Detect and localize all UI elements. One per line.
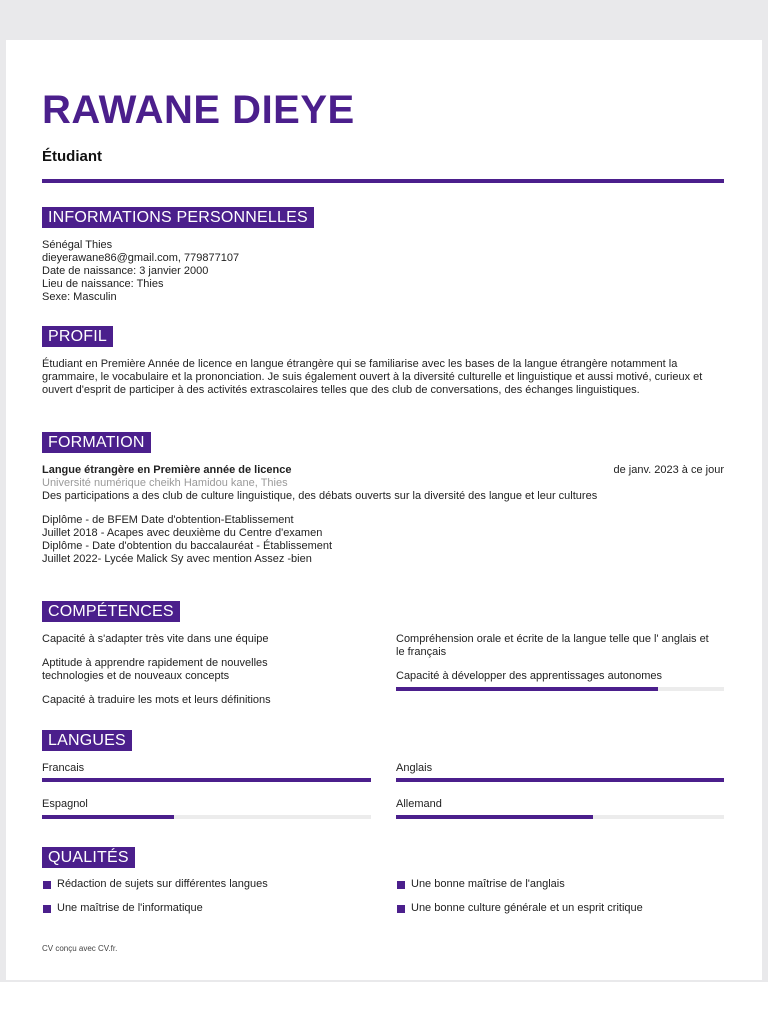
education-extra-line: Juillet 2018 - Acapes avec deuxième du Centre d'examen	[42, 527, 323, 539]
personal-birthdate: Date de naissance: 3 janvier 2000	[42, 265, 209, 277]
education-extra-line: Diplôme - Date d'obtention du baccalauréat - Établissement	[42, 540, 333, 552]
candidate-name: RAWANE DIEYE	[42, 88, 355, 132]
skill-level-fill	[396, 687, 658, 691]
language-name: Espagnol	[42, 798, 88, 810]
education-extra	[42, 514, 726, 566]
language-level-fill	[396, 815, 593, 819]
header-divider	[42, 179, 724, 183]
section-title-languages: LANGUES	[42, 730, 132, 751]
quality-item: Une bonne maîtrise de l'anglais	[411, 878, 565, 890]
language-level-bar	[396, 815, 724, 819]
skill-item: Capacité à développer des apprentissages autonomes	[396, 670, 663, 682]
personal-sex: Sexe: Masculin	[42, 291, 117, 303]
section-title-qualities: QUALITÉS	[42, 847, 135, 868]
language-name: Francais	[42, 762, 85, 774]
skill-level-bar	[396, 687, 724, 691]
personal-birthplace: Lieu de naissance: Thies	[42, 278, 164, 290]
language-name: Anglais	[396, 762, 433, 774]
profile-text: Étudiant en Première Année de licence en langue étrangère qui se familiarise avec les bases de la langue étrangère notamment la grammaire, le vocabulaire et la prononciation. Je suis également ouvert à la diversité culturelle et linguistique et aussi motivé, curieux et ouvert d'esprit de participer à des activités extrascolaires telles que des club de conversations, des échanges linguistiques.	[42, 358, 703, 396]
candidate-role: Étudiant	[42, 148, 102, 165]
education-degree: Langue étrangère en Première année de licence	[42, 464, 292, 476]
section-title-skills: COMPÉTENCES	[42, 601, 180, 622]
skill-item: Capacité à s'adapter très vite dans une équipe	[42, 633, 269, 645]
quality-item: Rédaction de sujets sur différentes langues	[57, 878, 268, 890]
skill-item: Aptitude à apprendre rapidement de nouvelles technologies et de nouveaux concepts	[42, 657, 268, 682]
language-level-bar	[42, 778, 371, 782]
education-date: de janv. 2023 à ce jour	[613, 464, 724, 476]
personal-location: Sénégal Thies	[42, 239, 113, 251]
language-level-fill	[42, 778, 371, 782]
skill-item: Capacité à traduire les mots et leurs définitions	[42, 694, 271, 706]
page-bottom-margin	[0, 982, 768, 1024]
skill-item: Compréhension orale et écrite de la langue telle que l' anglais et le français	[396, 633, 709, 658]
language-level-bar	[42, 815, 371, 819]
footer-credit: CV conçu avec CV.fr.	[42, 944, 118, 953]
section-title-personal: INFORMATIONS PERSONNELLES	[42, 207, 314, 228]
education-description: Des participations a des club de culture linguistique, des débats ouverts sur la diversité des langue et leur cultures	[42, 490, 598, 502]
bullet-square-icon	[43, 905, 51, 913]
personal-info	[42, 239, 726, 304]
language-level-fill	[42, 815, 174, 819]
cv-page	[6, 40, 762, 980]
section-title-education: FORMATION	[42, 432, 151, 453]
section-title-profile: PROFIL	[42, 326, 113, 347]
language-level-fill	[396, 778, 724, 782]
personal-contact: dieyerawane86@gmail.com, 779877107	[42, 252, 240, 264]
bullet-square-icon	[397, 905, 405, 913]
education-extra-line: Diplôme - de BFEM Date d'obtention-Etablissement	[42, 514, 294, 526]
bullet-square-icon	[397, 881, 405, 889]
quality-item: Une maîtrise de l'informatique	[57, 902, 203, 914]
quality-item: Une bonne culture générale et un esprit critique	[411, 902, 643, 914]
education-school: Université numérique cheikh Hamidou kane, Thies	[42, 477, 288, 489]
language-level-bar	[396, 778, 724, 782]
education-extra-line: Juillet 2022- Lycée Malick Sy avec mention Assez -bien	[42, 553, 312, 565]
language-name: Allemand	[396, 798, 442, 810]
bullet-square-icon	[43, 881, 51, 889]
